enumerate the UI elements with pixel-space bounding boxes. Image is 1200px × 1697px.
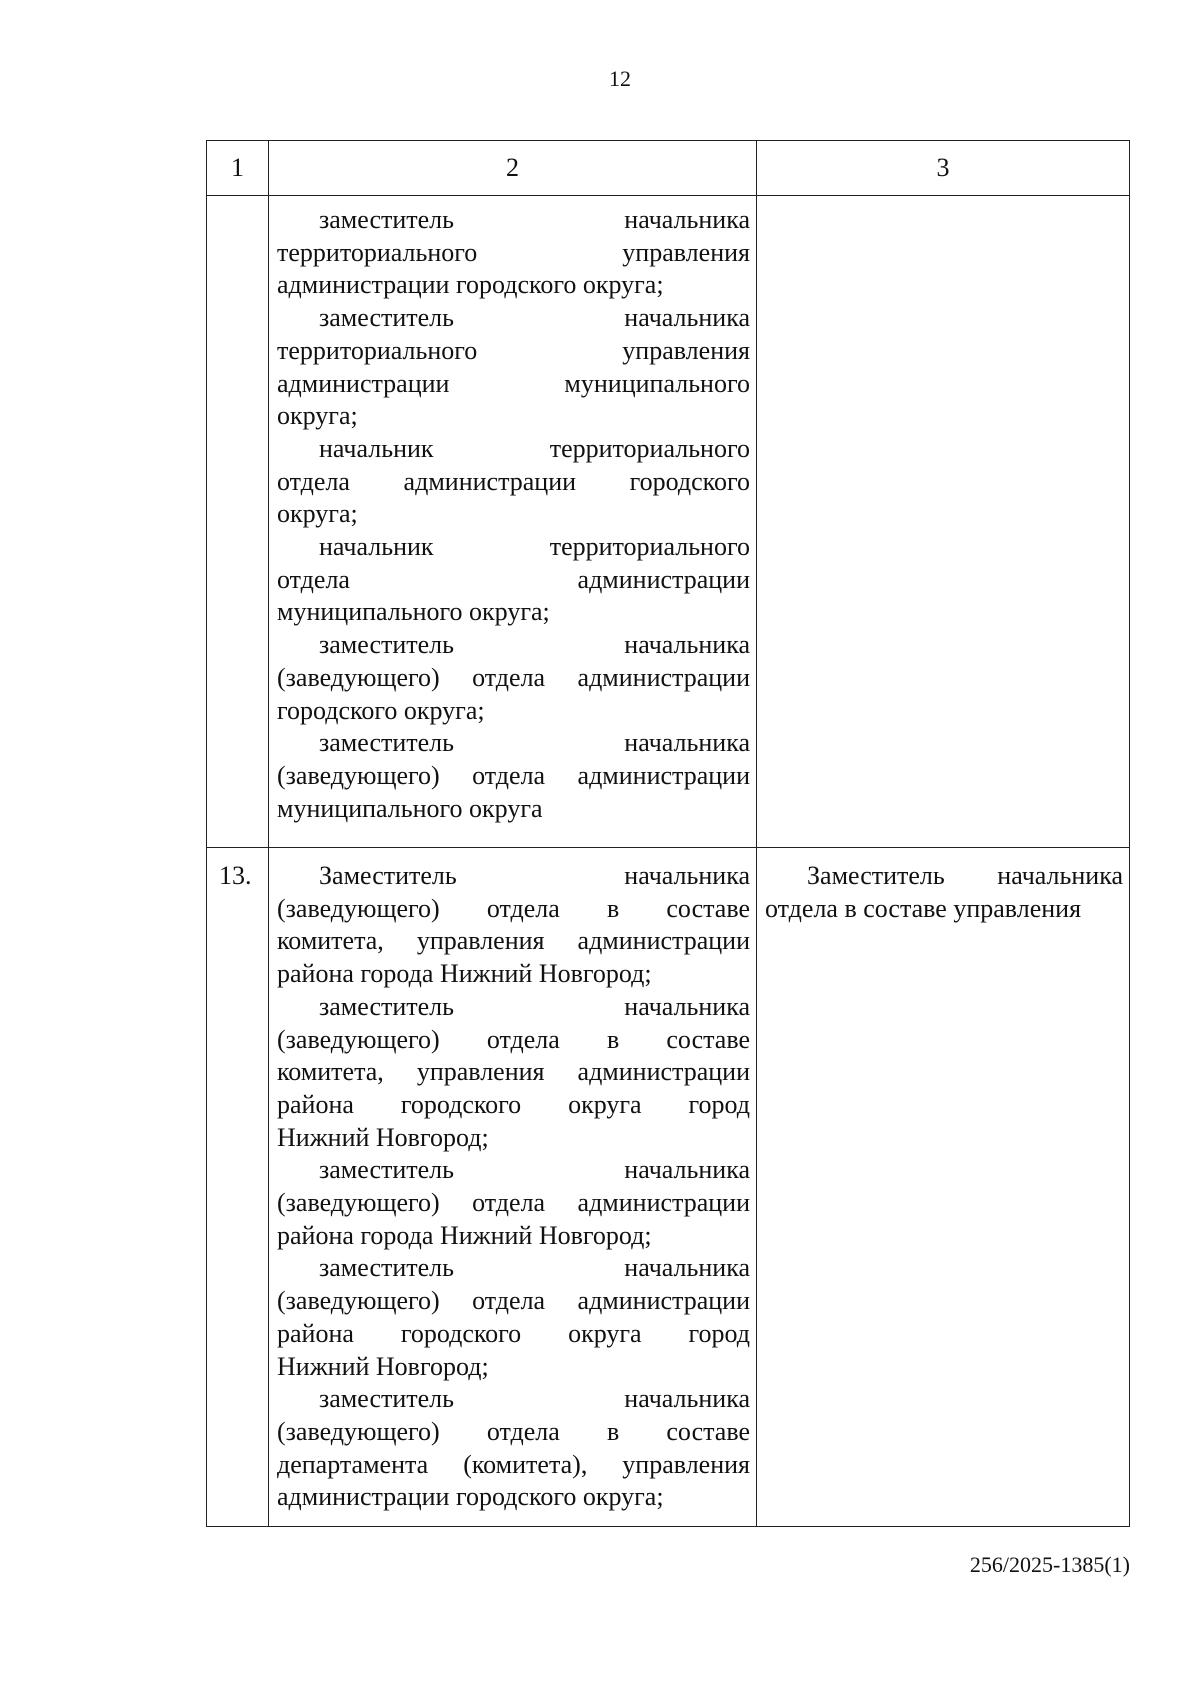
table-row xyxy=(207,848,1130,1527)
text-line: городского округа; xyxy=(277,695,485,725)
text-line: заместитель начальника xyxy=(319,205,750,234)
text-line: района городского округа город xyxy=(277,1318,750,1348)
text-line: департамента (комитета), управления xyxy=(277,1449,750,1479)
text-line: (заведующего) отдела в составе xyxy=(277,1024,750,1054)
position-list-cell xyxy=(269,196,757,848)
text-line: (заведующего) отдела администрации xyxy=(277,1286,750,1316)
equivalent-position xyxy=(765,860,1123,925)
text-line: отдела администрации городского xyxy=(277,466,750,496)
position-list xyxy=(269,196,756,837)
row-number: 13. xyxy=(207,848,269,1527)
text-line: заместитель начальника xyxy=(319,303,750,333)
equivalent-position-cell xyxy=(757,848,1130,1527)
text-line: (заведующего) отдела администрации xyxy=(277,760,750,790)
text-line: администрации муниципального xyxy=(277,368,750,398)
text-line: начальник территориального xyxy=(319,532,750,562)
text-line: отдела в составе управления xyxy=(765,893,1082,923)
text-line: заместитель начальника xyxy=(319,991,750,1021)
text-line: Заместитель начальника xyxy=(319,861,750,890)
text-line: отдела администрации xyxy=(277,564,750,594)
row-number xyxy=(207,196,269,848)
text-line: заместитель начальника xyxy=(319,1253,750,1283)
text-line: района города Нижний Новгород; xyxy=(277,1220,652,1250)
text-line: территориального управления xyxy=(277,335,750,365)
text-line: территориального управления xyxy=(277,237,750,267)
text-line: Нижний Новгород; xyxy=(277,1351,489,1381)
positions-table xyxy=(206,140,1130,1527)
table-header-row xyxy=(207,141,1130,196)
text-line: заместитель начальника xyxy=(319,1155,750,1185)
header-col-1: 1 xyxy=(207,141,269,196)
text-line: заместитель начальника xyxy=(319,728,750,758)
text-line: администрации городского округа; xyxy=(277,1482,664,1512)
page-number: 12 xyxy=(609,66,631,91)
position-list xyxy=(269,848,756,1526)
text-line: заместитель начальника xyxy=(319,1384,750,1414)
text-line: заместитель начальника xyxy=(319,630,750,660)
document-code: 256/2025-1385(1) xyxy=(969,1552,1130,1577)
text-line: комитета, управления администрации xyxy=(277,926,750,956)
table-row xyxy=(207,196,1130,848)
header-col-3: 3 xyxy=(757,141,1130,196)
text-line: комитета, управления администрации xyxy=(277,1057,750,1087)
text-line: (заведующего) отдела администрации xyxy=(277,1188,750,1218)
text-line: муниципального округа; xyxy=(277,597,550,627)
position-list-cell xyxy=(269,848,757,1527)
text-line: (заведующего) отдела в составе xyxy=(277,1416,750,1446)
text-line: (заведующего) отдела администрации xyxy=(277,662,750,692)
text-line: Нижний Новгород; xyxy=(277,1122,489,1152)
text-line: Заместитель начальника xyxy=(807,861,1123,890)
header-col-2: 2 xyxy=(269,141,757,196)
text-line: начальник территориального xyxy=(319,433,750,463)
equivalent-position-cell xyxy=(757,196,1130,848)
text-line: (заведующего) отдела в составе xyxy=(277,893,750,923)
text-line: района городского округа город xyxy=(277,1089,750,1119)
text-line: муниципального округа xyxy=(277,793,543,823)
text-line: администрации городского округа; xyxy=(277,270,664,300)
text-line: округа; xyxy=(277,401,358,431)
text-line: округа; xyxy=(277,499,358,529)
text-line: района города Нижний Новгород; xyxy=(277,959,652,989)
